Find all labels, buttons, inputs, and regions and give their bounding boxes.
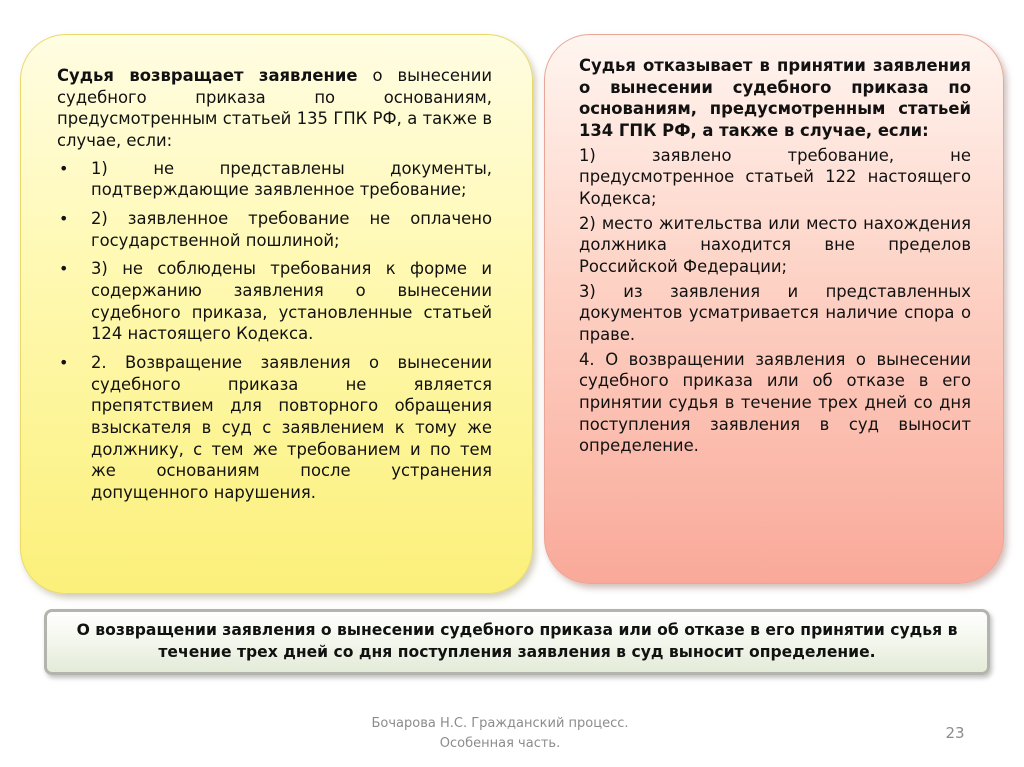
returns-conditions-list bbox=[57, 158, 492, 504]
list-item bbox=[57, 258, 492, 345]
bullet-icon: • bbox=[59, 259, 69, 279]
returns-conditions-box bbox=[20, 34, 533, 594]
list-item bbox=[57, 352, 492, 504]
refusal-intro: Судья отказывает в принятии заявления о вынесении судебного приказа по основаниям, предусмотренным статьей 134 ГПК РФ, а также в случае, если: bbox=[579, 56, 971, 140]
footer-author-line: Бочарова Н.С. Гражданский процесс. bbox=[371, 716, 629, 731]
refusal-item: 1) заявлено требование, не предусмотренное статьей 122 настоящего Кодекса; bbox=[579, 145, 971, 208]
bullet-icon: • bbox=[59, 352, 69, 372]
footer-subtitle-line: Особенная часть. bbox=[439, 735, 561, 751]
summary-banner: О возвращении заявления о вынесении судебного приказа или об отказе в его принятии судья в течение трех дней со дня поступления заявления в суд выносит определение. bbox=[44, 609, 990, 675]
list-item bbox=[57, 158, 492, 201]
returns-intro-rest: о вынесении судебного приказа по основаниям, предусмотренным статьей 135 ГПК РФ, а также в случае, если: bbox=[57, 66, 492, 150]
refusal-item: 2) место жительства или место нахождения должника находится вне пределов Российской Федерации; bbox=[579, 213, 971, 276]
list-item bbox=[57, 208, 492, 251]
refusal-item: 4. О возвращении заявления о вынесении судебного приказа или об отказе в его принятии судья в течение трех дней со дня поступления заявления в суд выносит определение. bbox=[579, 349, 971, 456]
returns-intro-bold: Судья возвращает заявление bbox=[57, 66, 358, 85]
list-item-text: 1) не представлены документы, подтверждающие заявленное требование; bbox=[91, 158, 492, 200]
page-number: 23 bbox=[945, 724, 965, 742]
refusal-conditions-box bbox=[544, 34, 1004, 584]
list-item-text: 2. Возвращение заявления о вынесении судебного приказа не является препятствием для повторного обращения взыскателя в суд с заявлением к тому же должнику, с тем же требованием и по тем же основаниям после устранения допущенного нарушения. bbox=[91, 352, 492, 502]
refusal-item: 3) из заявления и представленных документов усматривается наличие спора о праве. bbox=[579, 281, 971, 344]
bullet-icon: • bbox=[59, 158, 69, 178]
returns-intro bbox=[57, 65, 492, 152]
list-item-text: 2) заявленное требование не оплачено государственной пошлиной; bbox=[91, 208, 492, 250]
bullet-icon: • bbox=[59, 208, 69, 228]
list-item-text: 3) не соблюдены требования к форме и содержанию заявления о вынесении судебного приказа, установленные статьей 124 настоящего Кодекса. bbox=[91, 259, 492, 344]
footer-caption bbox=[340, 714, 660, 753]
